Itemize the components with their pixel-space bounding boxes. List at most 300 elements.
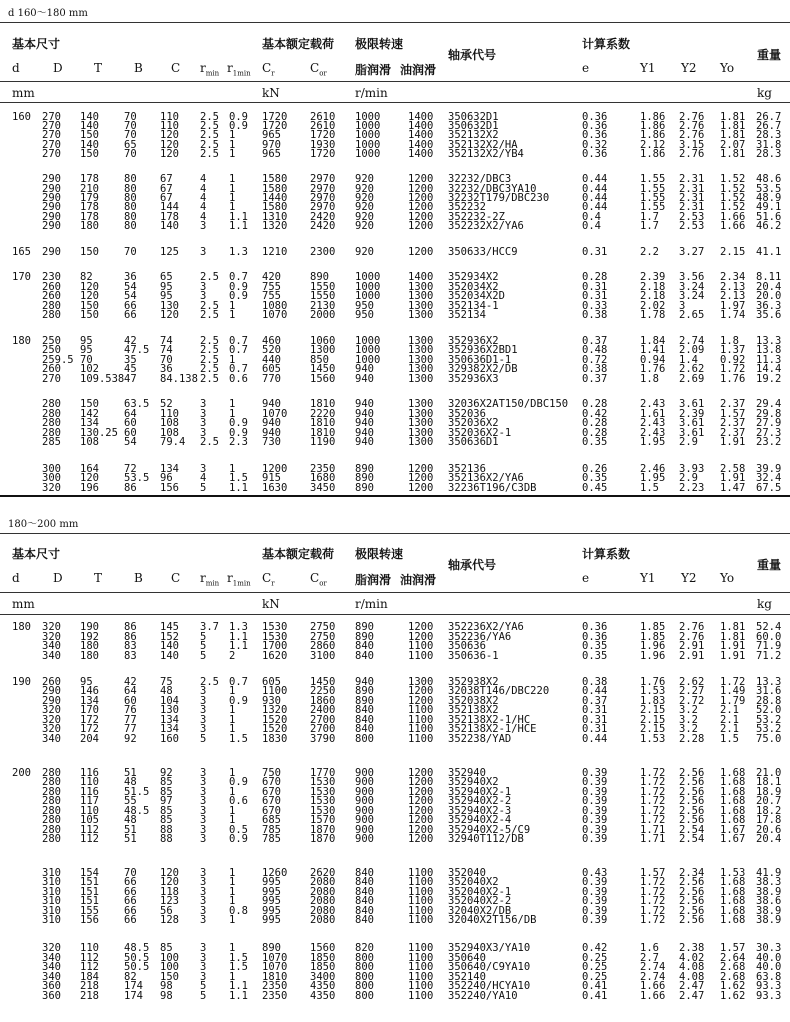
cell-T: 218 xyxy=(80,980,99,992)
table-row xyxy=(0,962,790,972)
cell-Yo: 1.72 xyxy=(720,676,746,688)
cell-grease-speed: 840 xyxy=(355,723,374,735)
cell-r1min: 1.1 xyxy=(229,631,248,643)
cell-e: 0.39 xyxy=(582,895,608,907)
cell-oil-speed: 1200 xyxy=(408,776,434,788)
cell-Y2: 3.61 xyxy=(679,417,705,429)
cell-e: 0.31 xyxy=(582,290,608,302)
cell-D: 270 xyxy=(42,148,61,160)
cell-oil-speed: 1100 xyxy=(408,714,434,726)
cell-e: 0.31 xyxy=(582,246,608,258)
cell-C: 36 xyxy=(160,363,173,375)
cell-Yo: 1.52 xyxy=(720,173,746,185)
cell-C: 130 xyxy=(160,704,179,716)
cell-C: 140 xyxy=(160,640,179,652)
cell-B: 55 xyxy=(124,795,137,807)
cell-bearing-code: 350636D1-1 xyxy=(448,354,512,366)
table-row xyxy=(0,724,790,734)
cell-Y2: 2.74 xyxy=(679,335,705,347)
cell-weight: 13.3 xyxy=(756,676,782,688)
cell-Y1: 2.12 xyxy=(640,139,666,151)
cell-Cor: 1810 xyxy=(310,427,336,439)
cell-r1min: 0.9 xyxy=(229,281,248,293)
cell-C: 120 xyxy=(160,129,179,141)
cell-Cor: 1810 xyxy=(310,398,336,410)
cell-C: 110 xyxy=(160,120,179,132)
cell-oil-speed: 1400 xyxy=(408,139,434,151)
cell-Y2: 2.9 xyxy=(679,472,698,484)
cell-Y1: 1.71 xyxy=(640,833,666,845)
cell-weight: 46.2 xyxy=(756,220,782,232)
cell-Y2: 2.31 xyxy=(679,201,705,213)
cell-C: 92 xyxy=(160,767,173,779)
cell-T: 150 xyxy=(80,300,99,312)
cell-r1min: 0.9 xyxy=(229,290,248,302)
cell-r1min: 1.1 xyxy=(229,211,248,223)
cell-Yo: 1.5 xyxy=(720,733,739,745)
cell-Yo: 1.76 xyxy=(720,373,746,385)
cell-Yo: 1.62 xyxy=(720,980,746,992)
cell-Y2: 1.4 xyxy=(679,354,698,366)
cell-T: 170 xyxy=(80,704,99,716)
cell-C: 178 xyxy=(160,211,179,223)
cell-Cr: 940 xyxy=(262,417,281,429)
cell-r1min: 0.9 xyxy=(229,427,248,439)
cell-T: 112 xyxy=(80,824,99,836)
cell-D: 290 xyxy=(42,201,61,213)
cell-T: 120 xyxy=(80,290,99,302)
cell-T: 178 xyxy=(80,211,99,223)
cell-bearing-code: 352136X2/YA6 xyxy=(448,472,524,484)
cell-bearing-code: 352138X2 xyxy=(448,704,499,716)
cell-D: 300 xyxy=(42,472,61,484)
cell-Y1: 2.43 xyxy=(640,417,666,429)
cell-T: 117 xyxy=(80,795,99,807)
cell-r1min: 1 xyxy=(229,408,236,420)
cell-rmin: 3 xyxy=(200,795,207,807)
cell-Cor: 850 xyxy=(310,354,329,366)
cell-D: 310 xyxy=(42,914,61,926)
cell-Y1: 2.74 xyxy=(640,971,666,983)
cell-grease-speed: 900 xyxy=(355,824,374,836)
cell-Cor: 2750 xyxy=(310,631,336,643)
cell-oil-speed: 1200 xyxy=(408,482,434,494)
cell-oil-speed: 1400 xyxy=(408,271,434,283)
cell-oil-speed: 1300 xyxy=(408,417,434,429)
cell-D: 310 xyxy=(42,876,61,888)
cell-rmin: 3 xyxy=(200,723,207,735)
cell-Cor: 2080 xyxy=(310,886,336,898)
cell-grease-speed: 940 xyxy=(355,436,374,448)
cell-Y1: 1.8 xyxy=(640,373,659,385)
cell-Cor: 1530 xyxy=(310,795,336,807)
cell-weight: 20.6 xyxy=(756,824,782,836)
cell-C: 56 xyxy=(160,905,173,917)
cell-Cor: 1570 xyxy=(310,814,336,826)
cell-Cor: 4350 xyxy=(310,980,336,992)
cell-e: 0.48 xyxy=(582,344,608,356)
cell-D: 320 xyxy=(42,723,61,735)
cell-T: 192 xyxy=(80,631,99,643)
cell-Y2: 2.56 xyxy=(679,805,705,817)
cell-grease-speed: 1000 xyxy=(355,290,381,302)
cell-Cor: 2130 xyxy=(310,300,336,312)
cell-D: 290 xyxy=(42,173,61,185)
cell-rmin: 3 xyxy=(200,704,207,716)
cell-Y2: 3.24 xyxy=(679,290,705,302)
cell-oil-speed: 1200 xyxy=(408,795,434,807)
cell-D: 290 xyxy=(42,220,61,232)
cell-B: 70 xyxy=(124,246,137,258)
cell-e: 0.44 xyxy=(582,173,608,185)
cell-rmin: 5 xyxy=(200,650,207,662)
cell-Cor: 2700 xyxy=(310,723,336,735)
cell-Yo: 1.68 xyxy=(720,876,746,888)
cell-C: 75 xyxy=(160,676,173,688)
cell-e: 0.31 xyxy=(582,704,608,716)
cell-weight: 63.8 xyxy=(756,971,782,983)
cell-grease-speed: 890 xyxy=(355,695,374,707)
cell-Y1: 2.15 xyxy=(640,704,666,716)
cell-Cor: 1450 xyxy=(310,363,336,375)
cell-D: 310 xyxy=(42,905,61,917)
cell-Y2: 2.56 xyxy=(679,795,705,807)
cell-rmin: 3.7 xyxy=(200,621,219,633)
cell-Yo: 1.62 xyxy=(720,990,746,1002)
cell-weight: 18.2 xyxy=(756,805,782,817)
cell-D: 280 xyxy=(42,309,61,321)
cell-grease-speed: 890 xyxy=(355,463,374,475)
cell-Cr: 965 xyxy=(262,148,281,160)
cell-weight: 48.6 xyxy=(756,173,782,185)
cell-r1min: 1.1 xyxy=(229,640,248,652)
cell-Cr: 1200 xyxy=(262,463,288,475)
cell-Y1: 2.18 xyxy=(640,290,666,302)
cell-r1min: 1.5 xyxy=(229,952,248,964)
cell-B: 54 xyxy=(124,290,137,302)
cell-C: 85 xyxy=(160,786,173,798)
unit-rmin: r/min xyxy=(355,86,388,100)
cell-Cor: 1850 xyxy=(310,961,336,973)
cell-r1min: 1 xyxy=(229,895,236,907)
cell-B: 54 xyxy=(124,436,137,448)
cell-C: 95 xyxy=(160,281,173,293)
cell-grease-speed: 890 xyxy=(355,631,374,643)
header-speed-limit: 极限转速 xyxy=(355,547,404,561)
header-T: T xyxy=(94,61,103,75)
cell-rmin: 3 xyxy=(200,714,207,726)
cell-e: 0.31 xyxy=(582,281,608,293)
cell-oil-speed: 1100 xyxy=(408,876,434,888)
cell-e: 0.41 xyxy=(582,980,608,992)
cell-Cr: 930 xyxy=(262,695,281,707)
cell-T: 140 xyxy=(80,139,99,151)
cell-oil-speed: 1200 xyxy=(408,183,434,195)
cell-bearing-code: 352040X2 xyxy=(448,876,499,888)
cell-C: 88 xyxy=(160,833,173,845)
cell-Yo: 1.68 xyxy=(720,767,746,779)
table-row xyxy=(0,291,790,301)
cell-D: 260 xyxy=(42,363,61,375)
cell-Cor: 1530 xyxy=(310,805,336,817)
cell-e: 0.37 xyxy=(582,695,608,707)
cell-D: 320 xyxy=(42,482,61,494)
cell-rmin: 2.5 xyxy=(200,271,219,283)
cell-Cr: 520 xyxy=(262,344,281,356)
cell-Y2: 3.15 xyxy=(679,139,705,151)
cell-Y2: 3 xyxy=(679,300,686,312)
cell-weight: 60.0 xyxy=(756,631,782,643)
cell-Y2: 3.2 xyxy=(679,714,698,726)
header-oil: 油润滑 xyxy=(400,63,437,77)
cell-D: 310 xyxy=(42,886,61,898)
cell-r1min: 1.3 xyxy=(229,246,248,258)
cell-D: 340 xyxy=(42,733,61,745)
cell-rmin: 3 xyxy=(200,914,207,926)
cell-rmin: 2.5 xyxy=(200,335,219,347)
cell-grease-speed: 1000 xyxy=(355,148,381,160)
cell-C: 67 xyxy=(160,173,173,185)
cell-r1min: 0.9 xyxy=(229,695,248,707)
cell-rmin: 4 xyxy=(200,211,207,223)
cell-r1min: 1 xyxy=(229,173,236,185)
cell-r1min: 1 xyxy=(229,704,236,716)
cell-D: 280 xyxy=(42,814,61,826)
cell-Yo: 1.68 xyxy=(720,786,746,798)
cell-Yo: 1.68 xyxy=(720,776,746,788)
cell-grease-speed: 950 xyxy=(355,309,374,321)
cell-weight: 20.0 xyxy=(756,290,782,302)
cell-B: 77 xyxy=(124,723,137,735)
cell-C: 74 xyxy=(160,335,173,347)
cell-r1min: 2.3 xyxy=(229,436,248,448)
header-D: D xyxy=(53,61,63,75)
header-bearing-code: 轴承代号 xyxy=(448,48,497,62)
cell-Cor: 2610 xyxy=(310,120,336,132)
table-row xyxy=(0,943,790,953)
cell-Y1: 1.72 xyxy=(640,814,666,826)
header-oil: 油润滑 xyxy=(400,573,437,587)
cell-d: 180 xyxy=(12,335,31,347)
cell-Yo: 2.07 xyxy=(720,139,746,151)
cell-C: 96 xyxy=(160,472,173,484)
cell-D: 300 xyxy=(42,463,61,475)
cell-Yo: 1.66 xyxy=(720,220,746,232)
cell-Y1: 1.85 xyxy=(640,621,666,633)
cell-Yo: 1.52 xyxy=(720,201,746,213)
cell-Yo: 1.81 xyxy=(720,111,746,123)
cell-oil-speed: 1100 xyxy=(408,650,434,662)
cell-Y1: 2.43 xyxy=(640,398,666,410)
cell-Cor: 1810 xyxy=(310,417,336,429)
cell-Cr: 1520 xyxy=(262,714,288,726)
cell-T: 151 xyxy=(80,876,99,888)
cell-Cor: 2750 xyxy=(310,621,336,633)
cell-weight: 51.6 xyxy=(756,211,782,223)
cell-grease-speed: 920 xyxy=(355,220,374,232)
cell-grease-speed: 1000 xyxy=(355,344,381,356)
cell-Y1: 1.55 xyxy=(640,183,666,195)
cell-weight: 41.1 xyxy=(756,246,782,258)
cell-D: 310 xyxy=(42,867,61,879)
cell-D: 280 xyxy=(42,408,61,420)
cell-C: 108 xyxy=(160,417,179,429)
cell-grease-speed: 1000 xyxy=(355,120,381,132)
cell-Yo: 1.91 xyxy=(720,436,746,448)
cell-e: 0.31 xyxy=(582,714,608,726)
cell-grease-speed: 940 xyxy=(355,398,374,410)
cell-Y1: 1.66 xyxy=(640,980,666,992)
cell-e: 0.25 xyxy=(582,961,608,973)
cell-Cor: 1930 xyxy=(310,139,336,151)
cell-T: 190 xyxy=(80,621,99,633)
cell-T: 95 xyxy=(80,344,93,356)
cell-Y1: 2.02 xyxy=(640,300,666,312)
cell-Y1: 1.5 xyxy=(640,482,659,494)
cell-Y2: 2.09 xyxy=(679,344,705,356)
cell-B: 72 xyxy=(124,463,137,475)
cell-e: 0.39 xyxy=(582,814,608,826)
cell-Y2: 2.56 xyxy=(679,905,705,917)
cell-bearing-code: 352940X2 xyxy=(448,776,499,788)
cell-C: 48 xyxy=(160,685,173,697)
cell-e: 0.41 xyxy=(582,990,608,1002)
cell-Yo: 1.81 xyxy=(720,120,746,132)
cell-rmin: 2.5 xyxy=(200,129,219,141)
table-row xyxy=(0,130,790,140)
cell-Cor: 2610 xyxy=(310,111,336,123)
cell-rmin: 2.5 xyxy=(200,309,219,321)
cell-Cr: 1080 xyxy=(262,300,288,312)
cell-D: 360 xyxy=(42,990,61,1002)
cell-rmin: 3 xyxy=(200,220,207,232)
cell-D: 270 xyxy=(42,373,61,385)
cell-bearing-code: 352240/HCYA10 xyxy=(448,980,531,992)
cell-weight: 38.9 xyxy=(756,914,782,926)
cell-D: 340 xyxy=(42,640,61,652)
cell-Cor: 2350 xyxy=(310,463,336,475)
cell-grease-speed: 900 xyxy=(355,786,374,798)
cell-T: 155 xyxy=(80,905,99,917)
cell-D: 280 xyxy=(42,786,61,798)
cell-Cr: 420 xyxy=(262,271,281,283)
cell-Cr: 670 xyxy=(262,786,281,798)
cell-B: 48.5 xyxy=(124,805,150,817)
cell-Cor: 1870 xyxy=(310,833,336,845)
divider xyxy=(0,533,790,534)
cell-r1min: 0.9 xyxy=(229,111,248,123)
cell-Yo: 1.37 xyxy=(720,344,746,356)
cell-B: 80 xyxy=(124,220,137,232)
cell-rmin: 3 xyxy=(200,776,207,788)
table-row xyxy=(0,896,790,906)
cell-D: 290 xyxy=(42,685,61,697)
cell-bearing-code: 32040X2/DB xyxy=(448,905,512,917)
cell-Y2: 2.39 xyxy=(679,408,705,420)
cell-oil-speed: 1200 xyxy=(408,246,434,258)
cell-D: 270 xyxy=(42,129,61,141)
cell-Y2: 2.9 xyxy=(679,436,698,448)
cell-Cor: 1770 xyxy=(310,767,336,779)
cell-B: 66 xyxy=(124,914,137,926)
table-row xyxy=(0,815,790,825)
cell-Y1: 2.7 xyxy=(640,952,659,964)
cell-T: 172 xyxy=(80,714,99,726)
section-range-2: 180～200 mm xyxy=(8,519,79,530)
header-B: B xyxy=(134,61,143,75)
cell-B: 80 xyxy=(124,201,137,213)
cell-weight: 31.6 xyxy=(756,685,782,697)
cell-rmin: 5 xyxy=(200,980,207,992)
cell-D: 320 xyxy=(42,621,61,633)
cell-Y2: 4.08 xyxy=(679,961,705,973)
cell-e: 0.36 xyxy=(582,111,608,123)
cell-Y2: 3.2 xyxy=(679,704,698,716)
cell-B: 54 xyxy=(124,281,137,293)
table-row xyxy=(0,734,790,744)
header-Y2: Y2 xyxy=(681,61,697,75)
cell-B: 60 xyxy=(124,417,137,429)
cell-weight: 49.1 xyxy=(756,201,782,213)
cell-Y1: 1.96 xyxy=(640,650,666,662)
cell-C: 140 xyxy=(160,220,179,232)
cell-Y1: 1.72 xyxy=(640,886,666,898)
cell-Cr: 1520 xyxy=(262,723,288,735)
unit-rmin: r/min xyxy=(355,597,388,611)
cell-r1min: 1 xyxy=(229,805,236,817)
cell-Cr: 440 xyxy=(262,354,281,366)
unit-kN: kN xyxy=(262,597,280,611)
table-row xyxy=(0,777,790,787)
cell-bearing-code: 352936X2BD1 xyxy=(448,344,518,356)
cell-weight: 13.8 xyxy=(756,344,782,356)
cell-Y2: 2.23 xyxy=(679,482,705,494)
cell-Y1: 2.46 xyxy=(640,463,666,475)
cell-Y1: 1.83 xyxy=(640,695,666,707)
cell-Y1: 0.94 xyxy=(640,354,666,366)
cell-weight: 30.3 xyxy=(756,942,782,954)
cell-Cor: 1530 xyxy=(310,786,336,798)
cell-Yo: 1.8 xyxy=(720,335,739,347)
cell-grease-speed: 840 xyxy=(355,714,374,726)
cell-C: 150 xyxy=(160,971,179,983)
cell-B: 76 xyxy=(124,704,137,716)
cell-grease-speed: 890 xyxy=(355,482,374,494)
cell-grease-speed: 900 xyxy=(355,776,374,788)
cell-Y2: 2.56 xyxy=(679,786,705,798)
cell-Yo: 1.68 xyxy=(720,805,746,817)
cell-Y1: 1.55 xyxy=(640,201,666,213)
cell-T: 82 xyxy=(80,271,93,283)
table-row xyxy=(0,915,790,925)
cell-T: 110 xyxy=(80,942,99,954)
cell-bearing-code: 350633/HCC9 xyxy=(448,246,518,258)
cell-D: 320 xyxy=(42,714,61,726)
cell-Cor: 890 xyxy=(310,271,329,283)
cell-rmin: 3 xyxy=(200,767,207,779)
cell-Y1: 1.72 xyxy=(640,895,666,907)
cell-bearing-code: 352940 xyxy=(448,767,486,779)
cell-Yo: 1.91 xyxy=(720,650,746,662)
cell-r1min: 1 xyxy=(229,192,236,204)
cell-oil-speed: 1300 xyxy=(408,363,434,375)
cell-oil-speed: 1300 xyxy=(408,354,434,366)
cell-oil-speed: 1100 xyxy=(408,867,434,879)
cell-C: 120 xyxy=(160,148,179,160)
cell-rmin: 3 xyxy=(200,417,207,429)
cell-Y1: 1.71 xyxy=(640,824,666,836)
cell-bearing-code: 352940X3/YA10 xyxy=(448,942,531,954)
